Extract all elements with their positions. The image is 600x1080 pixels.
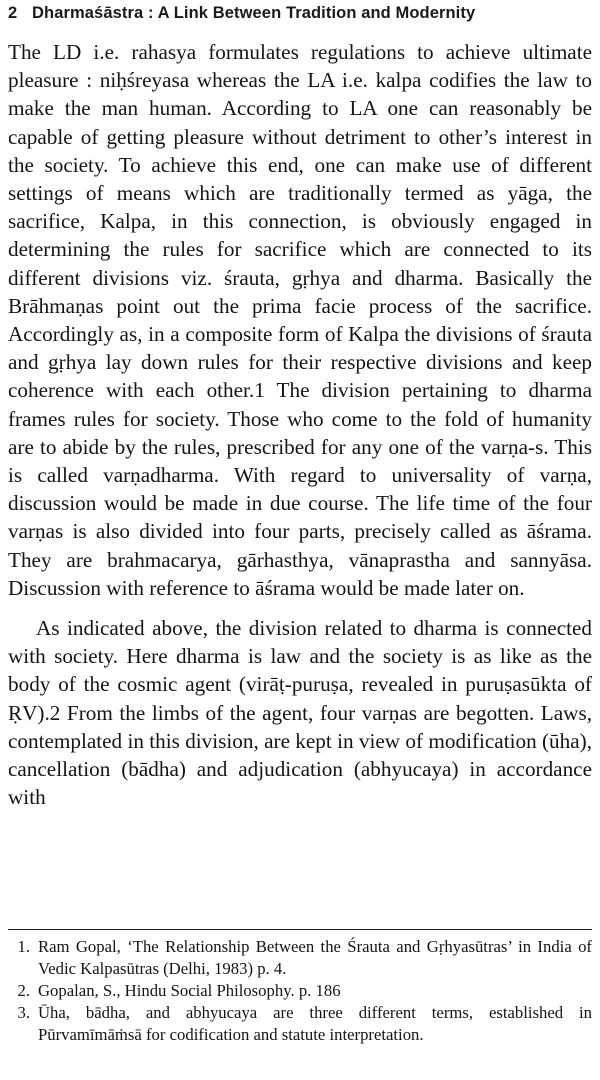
paragraph-2: As indicated above, the division related to dharma is connected with society. Here dharma is law and the society is as like as the body of the cosmic agent (virāṭ-puruṣa, revealed in puruṣasūkta of ṚV).2 From the limbs of the agent, four varṇas are begotten. Laws, contemplated in this division, are kept in view of modification (ūha), cancellation (bādha) and adjudication (abhyucaya) in accordance with: [8, 616, 592, 810]
footnote-text: Ram Gopal, ‘The Relationship Between the Śrauta and Gṛhyasūtras’ in India of Vedic Kalpasūtras (Delhi, 1983) p. 4.: [38, 937, 592, 978]
footnote-number: 1.: [17, 937, 30, 956]
footnote-text: Gopalan, S., Hindu Social Philosophy. p. 186: [38, 981, 341, 1000]
footnote-number: 3.: [17, 1003, 30, 1022]
footnote-2: [8, 980, 592, 1002]
page-number: 2: [8, 4, 18, 22]
footnote-1: [8, 936, 592, 980]
paragraph-1: The LD i.e. rahasya formulates regulations to achieve ultimate pleasure : niḥśreyasa whereas the LA i.e. kalpa codifies the law to make the man human. According to LA one can reasonably be capable of getting pleasure without detriment to other’s interest in the society. To achieve this end, one can make use of different settings of means which are traditionally termed as yāga, the sacrifice, Kalpa, in this connection, is obviously engaged in determining the rules for sacrifice which are connected to its different divisions viz. śrauta, gṛhya and dharma. Basically the Brāhmaṇas point out the prima facie process of the sacrifice. Accordingly as, in a composite form of Kalpa the divisions of śrauta and gṛhya lay down rules for their respective divisions and keep coherence with each other.1 The division pertaining to dharma frames rules for society. Those who come to the fold of humanity are to abide by the rules, prescribed for any one of the varṇa-s. This is called varṇadharma. With regard to universality of varṇa, discussion would be made in due course. The life time of the four varṇas is also divided into four parts, precisely called as āśrama. They are brahmacarya, gārhasthya, vānaprastha and sannyāsa. Discussion with reference to āśrama would be made later on.: [8, 40, 592, 600]
footnotes: [8, 936, 592, 1046]
running-header: [8, 4, 592, 28]
running-title: Dharmaśāstra : A Link Between Tradition and Modernity: [32, 4, 476, 22]
footnote-number: 2.: [17, 981, 30, 1000]
footnote-divider: [8, 929, 592, 930]
footnote-text: Ūha, bādha, and abhyucaya are three different terms, established in Pūrvamīmāṁsā for codification and statute interpretation.: [38, 1003, 592, 1044]
footnote-3: [8, 1002, 592, 1046]
main-text: [8, 38, 592, 811]
